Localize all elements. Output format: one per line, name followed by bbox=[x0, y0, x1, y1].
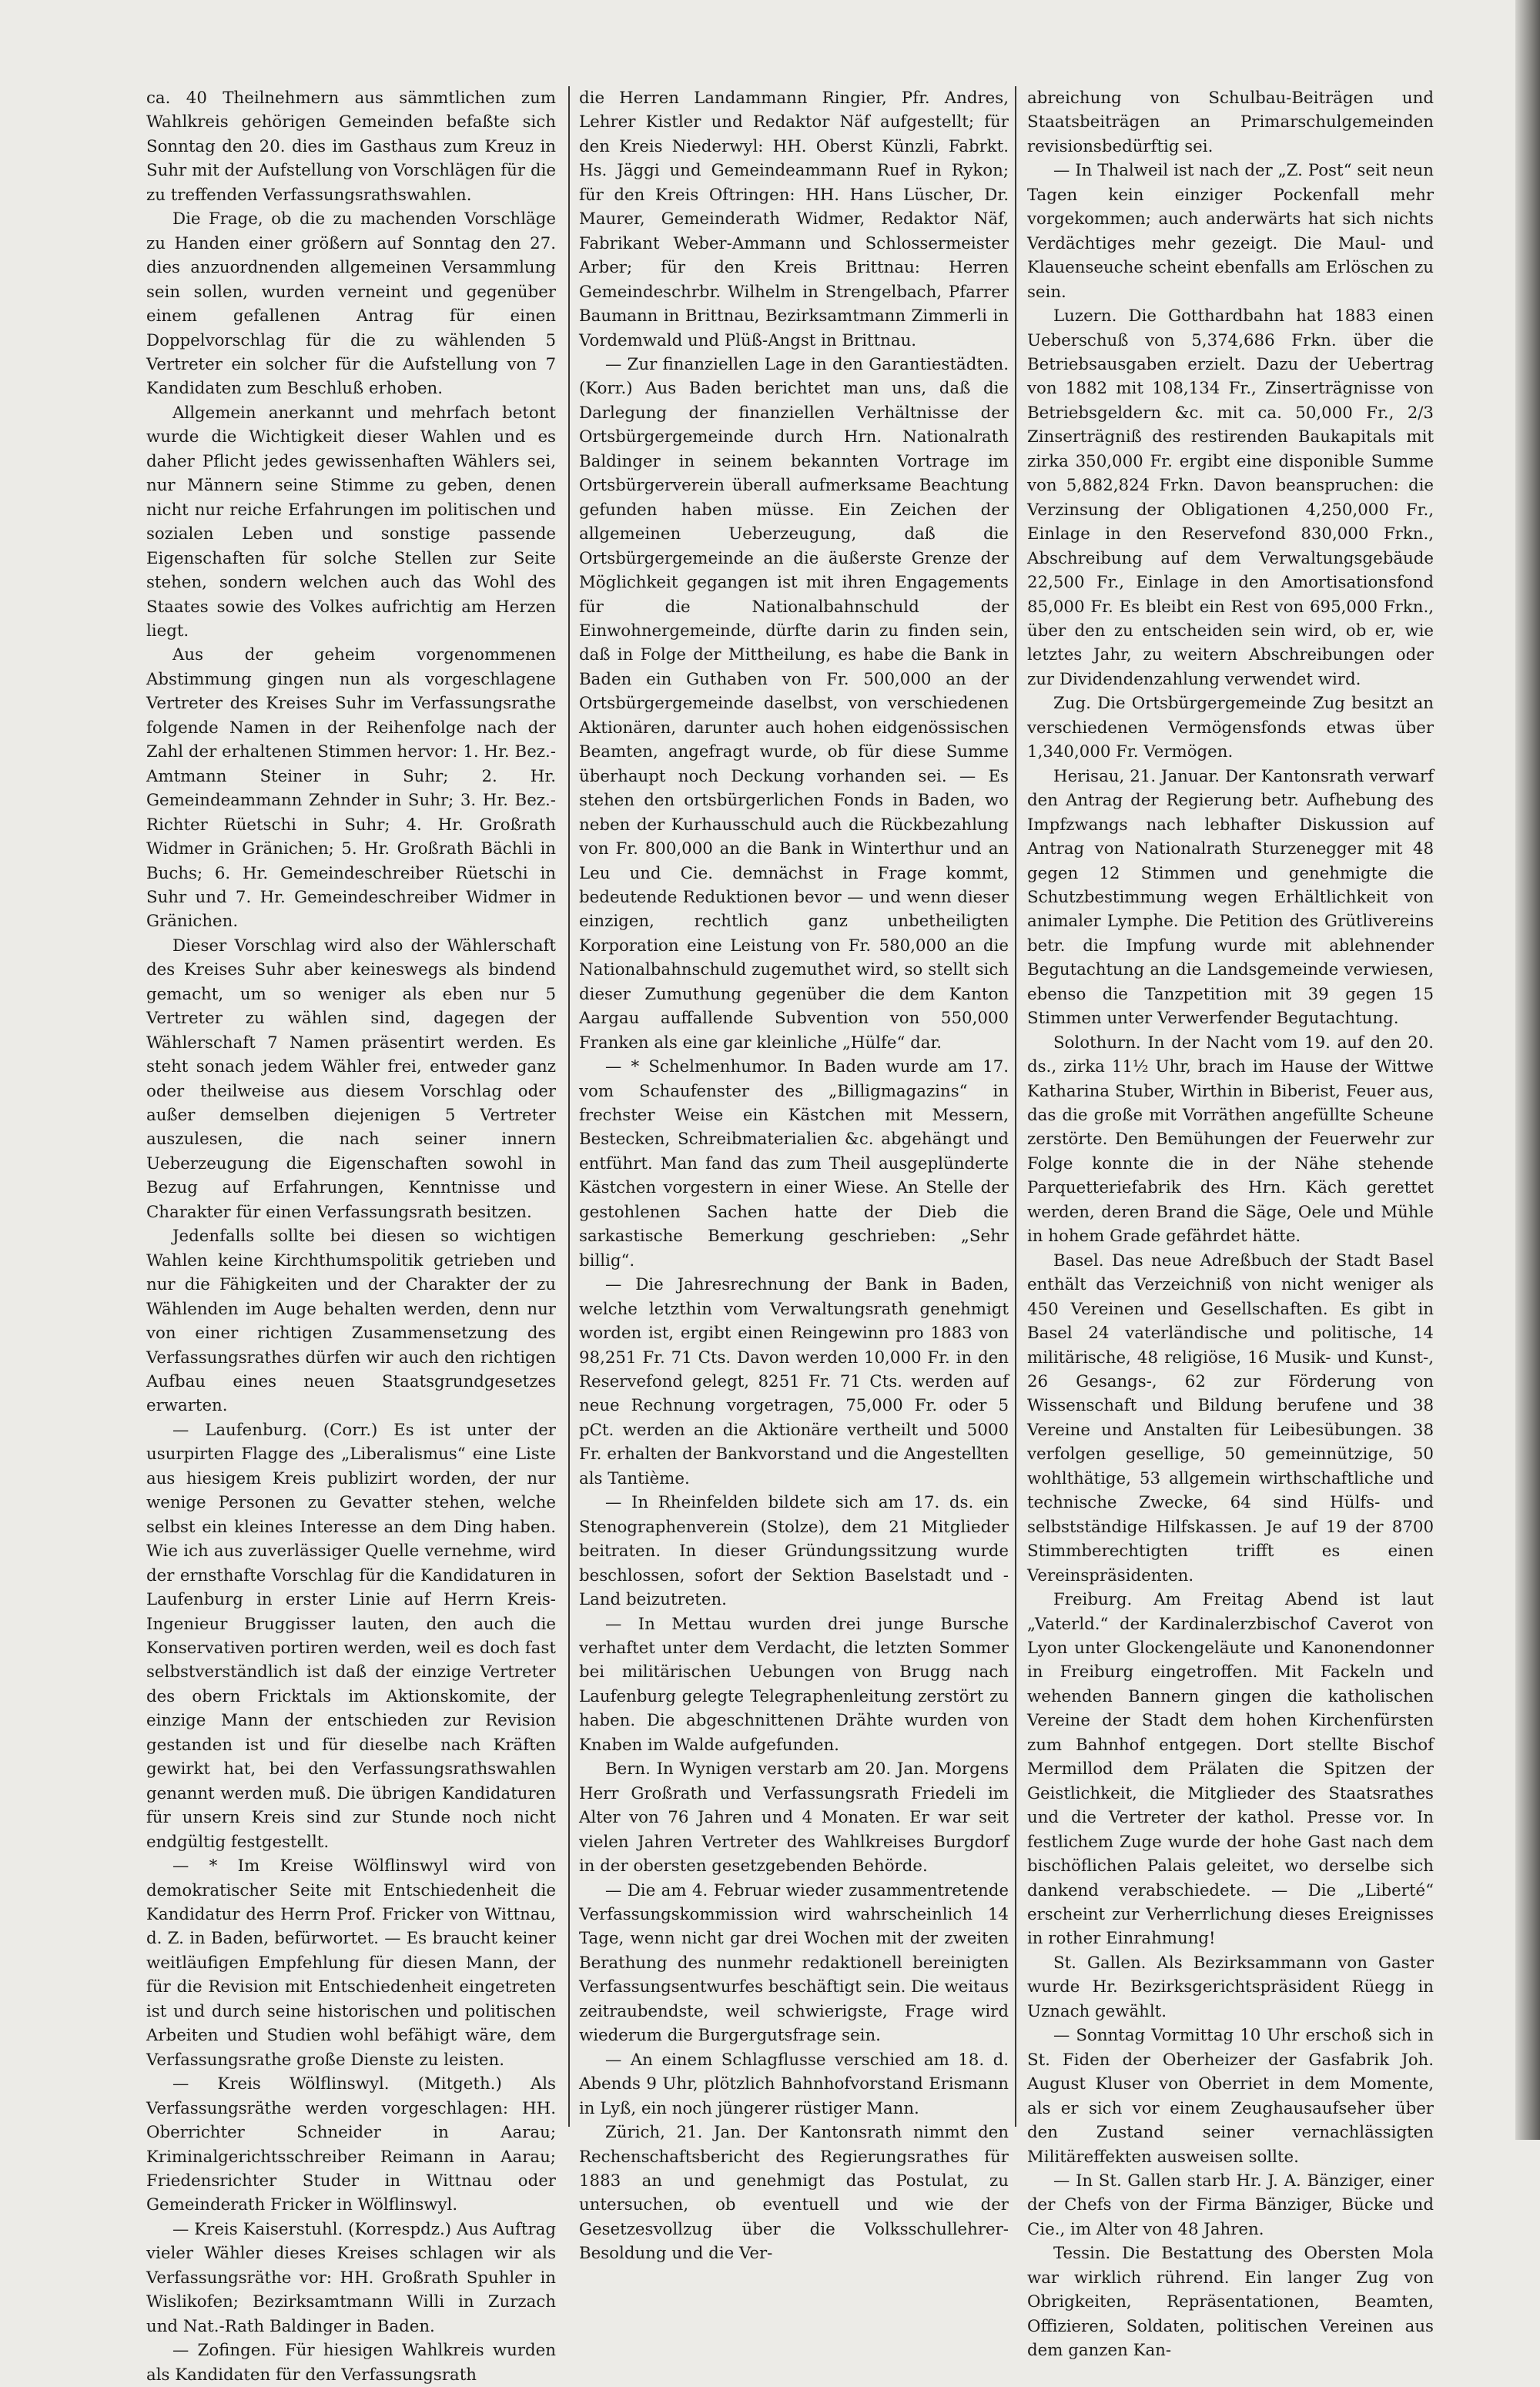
article-paragraph: die Herren Landammann Ringier, Pfr. Andres, Lehrer Kistler und Redaktor Näf aufgestellt; für den Kreis Niederwyl: HH. Oberst Künzli, Fabrkt. Hs. Jäggi und Gemeindeammann Ruef in Rykon; für den Kreis Oftringen: HH. Hans Lüscher, Dr. Maurer, Gemeinderath Widmer, Redaktor Näf, Fabrikant Weber-Ammann und Schlossermeister Arber; für den Kreis Brittnau: Herren Gemeindeschrbr. Wilhelm in Strengelbach, Pfarrer Baumann in Brittnau, Bezirksamtmann Zimmerli in Vordemwald und Plüß-Angst in Brittnau. bbox=[579, 89, 1009, 350]
article-paragraph: Freiburg. Am Freitag Abend ist laut „Vaterld.“ der Kardinalerzbischof Caverot von Lyon unter Glockengeläute und Kanonendonner in Freiburg eingetroffen. Mit Fackeln und wehenden Bannern gingen die katholischen Vereine der Stadt dem hohen Kirchenfürsten zum Bahnhof entgegen. Dort stellte Bischof Mermillod dem Prälaten die Spitzen der Geistlichkeit, die Mitglieder des Staatsrathes und die Vertreter der kathol. Presse vor. In festlichem Zuge wurde der hohe Gast nach dem bischöflichen Palais geleitet, wo derselbe sich dankend verabschiedete. — Die „Liberté“ erscheint zur Verherrlichung dieses Ereignisses in rother Einrahmung! bbox=[1027, 1590, 1434, 1949]
article-paragraph: — Zur finanziellen Lage in den Garantiestädten. (Korr.) Aus Baden berichtet man uns, daß die Darlegung der finanziellen Verhältnisse der Ortsbürgergemeinde durch Hrn. Nationalrath Baldinger in seinem bekannten Vortrage im Ortsbürgerverein überall aufmerksame Beachtung gefunden haben müsse. Ein Zeichen der allgemeinen Ueberzeugung, daß die Ortsbürgergemeinde an die äußerste Grenze der Möglichkeit gegangen ist mit ihren Engagements für die Nationalbahnschuld der Einwohnergemeinde, dürfte darin zu finden sein, daß in Folge der Mittheilung, es habe die Bank in Baden ein Guthaben von Fr. 500,000 an der Ortsbürgergemeinde daselbst, von verschiedenen Aktionären, darunter auch hohen eidgenössischen Beamten, angefragt wurde, ob für diese Summe überhaupt noch Deckung vorhanden sei. — Es stehen den ortsbürgerlichen Fonds in Baden, wo neben der Kurhausschuld auch die Rückbezahlung von Fr. 800,000 an die Bank in Winterthur und an Leu und Cie. demnächst in Frage kommt, bedeutende Reduktionen bevor — und wenn dieser einzigen, rechtlich ganz unbetheiligten Korporation eine Leistung von Fr. 580,000 an die Nationalbahnschuld zugemuthet wird, so stellt sich dieser Zumuthung gegenüber die dem Kanton Aargau auffallende Subvention von 550,000 Franken als eine gar kleinliche „Hülfe“ dar. bbox=[579, 354, 1009, 1053]
article-paragraph: — In Thalweil ist nach der „Z. Post“ seit neun Tagen kein einziger Pockenfall mehr vorgekommen; auch anderwärts hat sich nichts Verdächtiges mehr gezeigt. Die Maul- und Klauenseuche scheint ebenfalls am Erlöschen zu sein. bbox=[1027, 161, 1434, 302]
article-paragraph: — Die am 4. Februar wieder zusammentretende Verfassungskommission wird wahrscheinlich 14 Tage, wenn nicht gar drei Wochen mit der zweiten Berathung des nunmehr redaktionell bereinigten Verfassungsentwurfes beschäftigt sein. Die weitaus zeitraubendste, weil schwierigste, Frage wird wiederum die Burgergutsfrage sein. bbox=[579, 1880, 1009, 2046]
article-paragraph: — Die Jahresrechnung der Bank in Baden, welche letzthin vom Verwaltungsrath genehmigt worden ist, ergibt einen Reingewinn pro 1883 von 98,251 Fr. 71 Cts. Davon werden 10,000 Fr. in den Reservefond gelegt, 8251 Fr. 71 Cts. werden auf neue Rechnung vorgetragen, 75,000 Fr. oder 5 pCt. werden an die Aktionäre vertheilt und 5000 Fr. erhalten der Bankvorstand und die Angestellten als Tantième. bbox=[579, 1275, 1009, 1488]
article-paragraph: Herisau, 21. Januar. Der Kantonsrath verwarf den Antrag der Regierung betr. Aufhebung des Impfzwangs nach lebhafter Diskussion auf Antrag von Nationalrath Sturzenegger mit 48 gegen 12 Stimmen und genehmigte die Schutzbestimmung wegen Erhältlichkeit von animaler Lymphe. Die Petition des Grütlivereins betr. die Impfung wurde mit ablehnender Begutachtung an die Landsgemeinde verwiesen, ebenso die Tanzpetition mit 39 gegen 15 Stimmen unter Verwerfender Begutachtung. bbox=[1027, 766, 1434, 1029]
article-paragraph: — In Mettau wurden drei junge Bursche verhaftet unter dem Verdacht, die letzten Sommer bei militärischen Uebungen von Brugg nach Laufenburg gelegte Telegraphenleitung zerstört zu haben. Die abgeschnittenen Drähte wurden von Knaben im Walde aufgefunden. bbox=[579, 1614, 1009, 1755]
article-paragraph: — Sonntag Vormittag 10 Uhr erschoß sich in St. Fiden der Oberheizer der Gasfabrik Joh. August Kluser von Oberriet in dem Momente, als er sich vor einem Zeughausaufseher über den Zustand seiner vernachlässigten Militäreffekten ausweisen sollte. bbox=[1027, 2026, 1434, 2167]
article-paragraph: Die Frage, ob die zu machenden Vorschläge zu Handen einer größern auf Sonntag den 27. dies anzuordnenden allgemeinen Versammlung sein sollen, wurden verneint und gegenüber einem gefallenen Antrag für einen Doppelvorschlag für die zu wählenden 5 Vertreter ein solcher für die Aufstellung von 7 Kandidaten zum Beschluß erhoben. bbox=[146, 209, 556, 399]
article-paragraph: Zug. Die Ortsbürgergemeinde Zug besitzt an verschiedenen Vermögensfonds etwas über 1,340,000 Fr. Vermögen. bbox=[1027, 694, 1434, 762]
article-paragraph: — In Rheinfelden bildete sich am 17. ds. ein Stenographenverein (Stolze), dem 21 Mitglieder beitraten. In dieser Gründungssitzung wurde beschlossen, sofort der Sektion Baselstadt und -Land beizutreten. bbox=[579, 1493, 1009, 1610]
article-paragraph: Tessin. Die Bestattung des Obersten Mola war wirklich rührend. Ein langer Zug von Obrigkeiten, Repräsentationen, Beamten, Offizieren, Soldaten, politischen Vereinen aus dem ganzen Kan- bbox=[1027, 2244, 1434, 2361]
article-paragraph: Jedenfalls sollte bei diesen so wichtigen Wahlen keine Kirchthumspolitik getrieben und nur die Fähigkeiten und der Charakter der zu Wählenden im Auge behalten werden, denn nur von einer richtigen Zusammensetzung des Verfassungsrathes dürfen wir auch den richtigen Aufbau eines neuen Staatsgrundgesetzes erwarten. bbox=[146, 1227, 556, 1416]
article-paragraph: Allgemein anerkannt und mehrfach betont wurde die Wichtigkeit dieser Wahlen und es daher Pflicht jedes gewissenhaften Wählers sei, nur Männern seine Stimme zu geben, denen nicht nur reiche Erfahrungen im politischen und sozialen Leben und sonstige passende Eigenschaften für solche Stellen zur Seite stehen, sondern welchen auch das Wohl des Staates sowie des Volkes aufrichtig am Herzen liegt. bbox=[146, 403, 556, 641]
text-column-middle bbox=[579, 86, 1009, 2264]
article-paragraph: abreichung von Schulbau-Beiträgen und Staatsbeiträgen an Primarschulgemeinden revisionsbedürftig sei. bbox=[1027, 89, 1434, 156]
article-paragraph: Luzern. Die Gotthardbahn hat 1883 einen Ueberschuß von 5,374,686 Frkn. über die Betriebsausgaben erzielt. Dazu der Uebertrag von 1882 mit 108,134 Fr., Zinserträgnisse von Betriebsgeldern &c. mit ca. 50,000 Fr., 2/3 Zinserträgniß des restirenden Baukapitals mit zirka 350,000 Fr. ergibt eine disponible Summe von 5,882,824 Frkn. Davon beanspruchen: die Verzinsung der Obligationen 4,250,000 Fr., Einlage in den Reservefond 830,000 Frkn., Abschreibung auf dem Verwaltungsgebäude 22,500 Fr., Einlage in den Amortisationsfond 85,000 Fr. Es bleibt ein Rest von 695,000 Frkn., über den zu entscheiden sein wird, ob er, wie letztes Jahr, zu weitern Abschreibungen oder zur Dividendenzahlung verwendet wird. bbox=[1027, 306, 1434, 689]
article-paragraph: Zürich, 21. Jan. Der Kantonsrath nimmt den Rechenschaftsbericht des Regierungsrathes für 1883 an und genehmigt das Postulat, zu untersuchen, ob eventuell und wie der Gesetzesvollzug über die Volksschullehrer-Besoldung und die Ver- bbox=[579, 2123, 1009, 2264]
article-paragraph: Bern. In Wynigen verstarb am 20. Jan. Morgens Herr Großrath und Verfassungsrath Friedeli im Alter von 76 Jahren und 4 Monaten. Er war seit vielen Jahren Vertreter des Wahlkreises Burgdorf in der obersten gesetzgebenden Behörde. bbox=[579, 1759, 1009, 1876]
article-paragraph: St. Gallen. Als Bezirksammann von Gaster wurde Hr. Bezirksgerichtspräsident Rüegg in Uznach gewählt. bbox=[1027, 1953, 1434, 2021]
text-column-left bbox=[146, 86, 556, 2385]
text-column-right bbox=[1027, 86, 1434, 2361]
article-paragraph: — Zofingen. Für hiesigen Wahlkreis wurden als Kandidaten für den Verfassungsrath bbox=[146, 2341, 556, 2385]
article-paragraph: Aus der geheim vorgenommenen Abstimmung gingen nun als vorgeschlagene Vertreter des Kreises Suhr im Verfassungsrathe folgende Namen in der Reihenfolge nach der Zahl der erhaltenen Stimmen hervor: 1. Hr. Bez.-Amtmann Steiner in Suhr; 2. Hr. Gemeindeammann Zehnder in Suhr; 3. Hr. Bez.-Richter Rüetschi in Suhr; 4. Hr. Großrath Widmer in Gränichen; 5. Hr. Großrath Bächli in Buchs; 6. Hr. Gemeindeschreiber Rüetschi in Suhr und 7. Hr. Gemeindeschreiber Widmer in Gränichen. bbox=[146, 645, 556, 932]
article-paragraph: — Kreis Kaiserstuhl. (Korrespdz.) Aus Auftrag vieler Wähler dieses Kreises schlagen wir als Verfassungsräthe vor: HH. Großrath Spuhler in Wislikofen; Bezirksamtmann Willi in Zurzach und Nat.-Rath Baldinger in Baden. bbox=[146, 2219, 556, 2336]
article-paragraph: ca. 40 Theilnehmern aus sämmtlichen zum Wahlkreis gehörigen Gemeinden befaßte sich Sonntag den 20. dies im Gasthaus zum Kreuz in Suhr mit der Aufstellung von Vorschlägen für die zu treffenden Verfassungsrathswahlen. bbox=[146, 89, 556, 205]
article-paragraph: Basel. Das neue Adreßbuch der Stadt Basel enthält das Verzeichniß von nicht weniger als 450 Vereinen und Gesellschaften. Es gibt in Basel 24 vaterländische und politische, 14 militärische, 48 religiöse, 16 Musik- und Kunst-, 26 Gesangs-, 62 zur Förderung von Wissenschaft und Bildung berufene und 38 Vereine und Anstalten für Leibesübungen. 38 verfolgen gesellige, 50 gemeinnützige, 50 wohlthätige, 53 allgemein wirthschaftliche und technische Zwecke, 64 sind Hülfs- und selbstständige Hilfskassen. Je auf 19 der 8700 Stimmberechtigten trifft es einen Vereinspräsidenten. bbox=[1027, 1250, 1434, 1585]
column-rule-left bbox=[568, 86, 570, 2127]
article-paragraph: — * Im Kreise Wölflinswyl wird von demokratischer Seite mit Entschiedenheit die Kandidatur des Herrn Prof. Fricker von Wittnau, d. Z. in Baden, befürwortet. — Es braucht keiner weitläufigen Empfehlung für diesen Mann, der für die Revision mit Entschiedenheit eingetreten ist und durch seine historischen und politischen Arbeiten und Studien wohl befähigt wäre, dem Verfassungsrathe große Dienste zu leisten. bbox=[146, 1856, 556, 2070]
article-paragraph: Solothurn. In der Nacht vom 19. auf den 20. ds., zirka 11½ Uhr, brach im Hause der Wittwe Katharina Stuber, Wirthin in Biberist, Feuer aus, das die große mit Vorräthen angefüllte Scheune zerstörte. Den Bemühungen der Feuerwehr zur Folge konnte die in der Nähe stehende Parquetteriefabrik des Hrn. Käch gerettet werden, deren Brand die Säge, Oele und Mühle in hohem Grade gefährdet hätte. bbox=[1027, 1033, 1434, 1247]
article-paragraph: — Kreis Wölflinswyl. (Mitgeth.) Als Verfassungsräthe werden vorgeschlagen: HH. Oberrichter Schneider in Aarau; Kriminalgerichtsschreiber Reimann in Aarau; Friedensrichter Studer in Wittnau oder Gemeinderath Fricker in Wölflinswyl. bbox=[146, 2074, 556, 2215]
article-paragraph: — Laufenburg. (Corr.) Es ist unter der usurpirten Flagge des „Liberalismus“ eine Liste aus hiesigem Kreis publizirt worden, der nur wenige Personen zu Gevatter stehen, welche selbst ein kleines Interesse an dem Ding haben. Wie ich aus zuverlässiger Quelle vernehme, wird der ernsthafte Vorschlag für die Kandidaturen in Laufenburg in erster Linie auf Herrn Kreis-Ingenieur Bruggisser lauten, den auch die Konservativen portiren werden, weil es doch fast selbstverständlich ist daß der einzige Vertreter des obern Fricktals im Aktionskomite, der einzige Mann der entschieden zur Revision gestanden ist und für dieselbe nach Kräften gewirkt hat, bei den Verfassungsrathswahlen genannt werden muß. Die übrigen Kandidaturen für unsern Kreis sind zur Stunde noch nicht endgültig festgestellt. bbox=[146, 1420, 556, 1852]
article-paragraph: — * Schelmenhumor. In Baden wurde am 17. vom Schaufenster des „Billigmagazins“ in frechster Weise ein Kästchen mit Messern, Bestecken, Schreibmaterialien &c. abgehängt und entführt. Man fand das zum Theil ausgeplünderte Kästchen vorgestern in einer Wiese. An Stelle der gestohlenen Sachen hatte der Dieb die sarkastische Bemerkung geschrieben: „Sehr billig“. bbox=[579, 1057, 1009, 1270]
page-edge-shadow bbox=[1515, 0, 1540, 2140]
article-paragraph: — In St. Gallen starb Hr. J. A. Bänziger, einer der Chefs von der Firma Bänziger, Bücke und Cie., im Alter von 48 Jahren. bbox=[1027, 2171, 1434, 2239]
column-rule-right bbox=[1015, 86, 1016, 2127]
article-paragraph: Dieser Vorschlag wird also der Wählerschaft des Kreises Suhr aber keineswegs als bindend gemacht, um so weniger als eben nur 5 Vertreter zu wählen sind, dagegen der Wählerschaft 7 Namen präsentirt werden. Es steht sonach jedem Wähler frei, entweder ganz oder theilweise aus diesem Vorschlag oder außer demselben diejenigen 5 Vertreter auszulesen, die nach seiner innern Ueberzeugung die Eigenschaften sowohl in Bezug auf Erfahrungen, Kenntnisse und Charakter für einen Verfassungsrath besitzen. bbox=[146, 936, 556, 1222]
article-paragraph: — An einem Schlagflusse verschied am 18. d. Abends 9 Uhr, plötzlich Bahnhofvorstand Erismann in Lyß, ein noch jüngerer rüstiger Mann. bbox=[579, 2050, 1009, 2118]
